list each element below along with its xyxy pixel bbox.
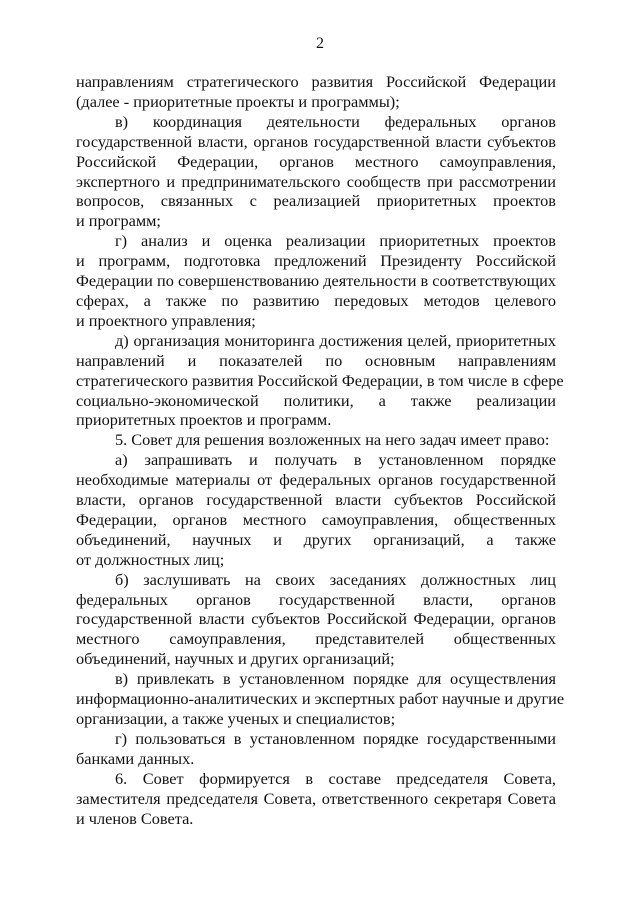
text-line: стратегического развития Российской Федерации, в том числе в сфере xyxy=(76,370,564,390)
text-line: банками данных. xyxy=(76,748,195,768)
text-line: необходимые материалы от федеральных органов государственной xyxy=(76,470,556,490)
text-line: власти, органов государственной власти субъектов Российской xyxy=(76,490,556,510)
text-line: в) привлекать в установленном порядке для осуществления xyxy=(115,669,556,689)
text-line: в) координация деятельности федеральных органов xyxy=(115,111,556,131)
paragraph-item-g2 xyxy=(76,729,556,769)
text-line: 5. Совет для решения возложенных на него задач имеет право: xyxy=(115,430,550,450)
text-line: и членов Совета. xyxy=(76,808,194,828)
text-line: вопросов, связанных с реализацией приоритетных проектов xyxy=(76,191,556,211)
text-line: местного самоуправления, представителей общественных xyxy=(76,629,556,649)
text-line: г) пользоваться в установленном порядке государственными xyxy=(115,728,556,748)
text-line: социально-экономической политики, а также реализации xyxy=(76,390,556,410)
text-line: 6. Совет формируется в составе председателя Совета, xyxy=(115,768,556,788)
paragraph-continuation xyxy=(76,72,556,112)
paragraph-item-b xyxy=(76,570,556,670)
text-line: от должностных лиц; xyxy=(76,549,225,569)
text-line: приоритетных проектов и программ. xyxy=(76,410,332,430)
text-line: направлениям стратегического развития Российской Федерации xyxy=(76,72,556,91)
text-line: Федерации, органов местного самоуправления, общественных xyxy=(76,509,556,529)
text-line: и проектного управления; xyxy=(76,310,256,330)
page-number: 2 xyxy=(316,35,324,52)
text-line: г) анализ и оценка реализации приоритетных проектов xyxy=(115,231,556,251)
text-line: и программ, подготовка предложений Президенту Российской xyxy=(76,251,556,271)
text-line: федеральных органов государственной власти, органов xyxy=(76,589,556,609)
text-line: государственной власти субъектов Российской Федерации, органов xyxy=(76,609,556,629)
document-body xyxy=(76,72,565,828)
text-line: экспертного и предпринимательского сообществ при рассмотрении xyxy=(76,171,556,191)
text-line: а) запрашивать и получать в установленном порядке xyxy=(115,450,556,470)
text-line: Федерации по совершенствованию деятельности в соответствующих xyxy=(76,271,556,291)
paragraph-item-g xyxy=(76,231,556,331)
paragraph-section-5 xyxy=(76,430,556,450)
paragraph-section-6 xyxy=(76,769,556,829)
paragraph-item-d xyxy=(76,330,564,431)
paragraph-item-v xyxy=(76,112,556,231)
text-line: объединений, научных и других организаций; xyxy=(76,649,395,669)
text-line: заместителя председателя Совета, ответственного секретаря Совета xyxy=(76,788,556,808)
text-line: (далее - приоритетные проекты и программы); xyxy=(76,91,400,111)
text-line: д) организация мониторинга достижения целей, приоритетных xyxy=(115,330,556,350)
text-line: сферах, а также по развитию передовых методов целевого xyxy=(76,290,556,310)
paragraph-item-v2 xyxy=(76,669,565,729)
text-line: объединений, научных и других организаций, а также xyxy=(76,529,556,549)
text-line: государственной власти, органов государственной власти субъектов xyxy=(76,131,556,151)
text-line: информационно-аналитических и экспертных работ научные и другие xyxy=(76,689,565,709)
text-line: Российской Федерации, органов местного самоуправления, xyxy=(76,151,556,171)
text-line: и программ; xyxy=(76,211,161,231)
text-line: б) заслушивать на своих заседаниях должностных лиц xyxy=(115,569,556,589)
text-line: организации, а также ученых и специалистов; xyxy=(76,709,396,728)
paragraph-item-a xyxy=(76,450,556,569)
text-line: направлений и показателей по основным направлениям xyxy=(76,350,556,370)
